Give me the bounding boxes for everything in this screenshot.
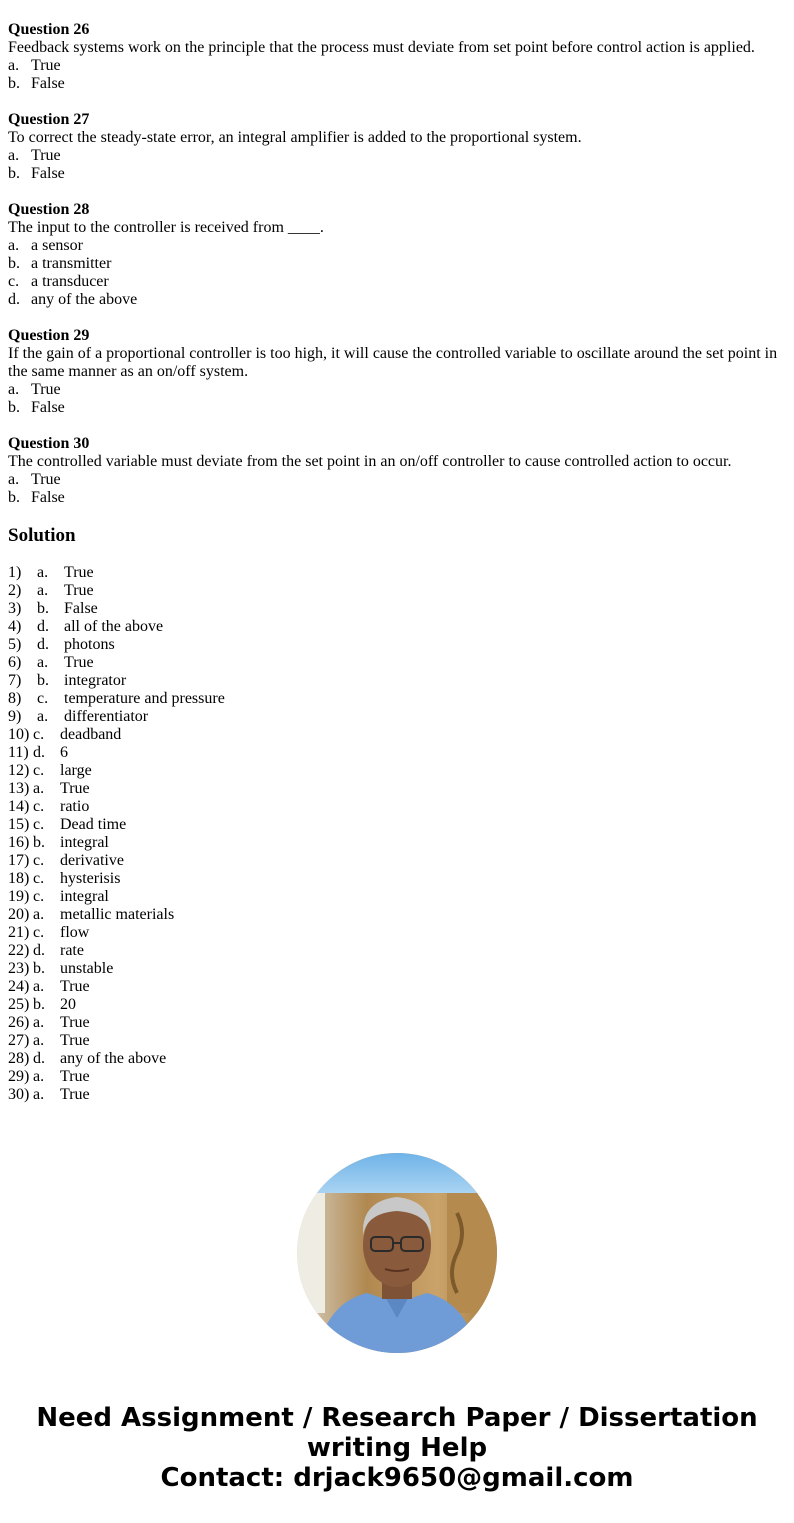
answer-option bbox=[8, 381, 788, 399]
solution-text: all of the above bbox=[64, 618, 164, 635]
solution-letter: c. bbox=[33, 726, 45, 743]
solution-row bbox=[8, 654, 788, 672]
solution-number: 10) bbox=[8, 726, 30, 743]
solution-letter: c. bbox=[37, 690, 49, 707]
solution-row bbox=[8, 1086, 788, 1104]
answer-option bbox=[8, 237, 788, 255]
solution-number: 14) bbox=[8, 798, 30, 815]
solution-letter: d. bbox=[33, 1050, 45, 1067]
option-text: False bbox=[31, 399, 65, 416]
solution-number: 30) bbox=[8, 1086, 30, 1103]
option-text: False bbox=[31, 489, 65, 506]
option-letter: b. bbox=[8, 255, 20, 272]
solution-letter: d. bbox=[33, 744, 45, 761]
footer-line-1: Need Assignment / Research Paper / Dissertation bbox=[36, 1403, 758, 1433]
solution-letter: c. bbox=[33, 852, 45, 869]
solution-text: True bbox=[60, 780, 90, 797]
answer-option bbox=[8, 489, 788, 507]
footer-banner bbox=[0, 1403, 794, 1493]
solution-row bbox=[8, 780, 788, 798]
answer-option bbox=[8, 165, 788, 183]
solution-number: 8) bbox=[8, 690, 22, 707]
solution-letter: b. bbox=[33, 960, 45, 977]
solution-text: True bbox=[64, 654, 94, 671]
footer-line-2: writing Help bbox=[306, 1433, 488, 1463]
solution-number: 6) bbox=[8, 654, 22, 671]
solution-number: 13) bbox=[8, 780, 30, 797]
solution-number: 24) bbox=[8, 978, 30, 995]
solution-text: True bbox=[64, 582, 94, 599]
solution-letter: c. bbox=[33, 798, 45, 815]
solution-letter: c. bbox=[33, 762, 45, 779]
option-text: True bbox=[31, 381, 61, 398]
solution-number: 23) bbox=[8, 960, 30, 977]
solution-letter: b. bbox=[37, 672, 49, 689]
answer-option bbox=[8, 255, 788, 273]
author-portrait-image bbox=[297, 1153, 497, 1353]
question-title: Question 28 bbox=[8, 201, 90, 218]
solution-row bbox=[8, 942, 788, 960]
question-title: Question 26 bbox=[8, 21, 90, 38]
solution-number: 29) bbox=[8, 1068, 30, 1085]
solution-number: 27) bbox=[8, 1032, 30, 1049]
answer-option bbox=[8, 57, 788, 75]
solution-text: integral bbox=[60, 888, 109, 905]
solution-number: 5) bbox=[8, 636, 22, 653]
solution-number: 15) bbox=[8, 816, 30, 833]
solution-letter: a. bbox=[33, 978, 45, 995]
solution-number: 12) bbox=[8, 762, 30, 779]
question-title: Question 27 bbox=[8, 111, 90, 128]
question-block bbox=[8, 111, 788, 183]
solution-number: 3) bbox=[8, 600, 22, 617]
option-text: a sensor bbox=[31, 237, 83, 254]
solution-letter: d. bbox=[33, 942, 45, 959]
solution-row bbox=[8, 888, 788, 906]
solution-number: 1) bbox=[8, 564, 22, 581]
solution-text: flow bbox=[60, 924, 90, 941]
questions-list bbox=[8, 21, 788, 507]
solution-row bbox=[8, 564, 788, 582]
solution-row bbox=[8, 762, 788, 780]
question-text: Feedback systems work on the principle that the process must deviate from set point before control action is applied. bbox=[8, 39, 755, 56]
solution-row bbox=[8, 618, 788, 636]
option-text: True bbox=[31, 471, 61, 488]
answer-option bbox=[8, 399, 788, 417]
question-text: If the gain of a proportional controller is too high, it will cause the controlled variable to oscillate around the set point in the same manner as an on/off system. bbox=[8, 345, 778, 380]
solution-text: True bbox=[60, 1086, 90, 1103]
option-letter: b. bbox=[8, 489, 20, 506]
solution-letter: b. bbox=[37, 600, 49, 617]
solution-number: 11) bbox=[8, 744, 29, 761]
solution-letter: a. bbox=[33, 1032, 45, 1049]
question-text: To correct the steady-state error, an integral amplifier is added to the proportional system. bbox=[8, 129, 582, 146]
question-block bbox=[8, 201, 788, 309]
answer-option bbox=[8, 273, 788, 291]
solution-text: Dead time bbox=[60, 816, 127, 833]
solution-text: ratio bbox=[60, 798, 90, 815]
option-text: True bbox=[31, 147, 61, 164]
solution-row bbox=[8, 1050, 788, 1068]
solution-text: True bbox=[60, 1014, 90, 1031]
solution-row bbox=[8, 690, 788, 708]
solution-text: 20 bbox=[60, 996, 76, 1013]
solution-letter: b. bbox=[33, 834, 45, 851]
solution-row bbox=[8, 996, 788, 1014]
answer-option bbox=[8, 75, 788, 93]
solution-letter: c. bbox=[33, 888, 45, 905]
solution-text: 6 bbox=[60, 744, 68, 761]
option-text: False bbox=[31, 165, 65, 182]
solution-letter: c. bbox=[33, 924, 45, 941]
option-letter: b. bbox=[8, 165, 20, 182]
footer-contact: Contact: drjack9650@gmail.com bbox=[160, 1463, 634, 1493]
answer-option bbox=[8, 471, 788, 489]
question-title: Question 30 bbox=[8, 435, 90, 452]
solution-row bbox=[8, 726, 788, 744]
solution-row bbox=[8, 582, 788, 600]
solution-letter: d. bbox=[37, 636, 49, 653]
solution-heading: Solution bbox=[8, 525, 76, 546]
option-letter: b. bbox=[8, 75, 20, 92]
solution-letter: a. bbox=[33, 780, 45, 797]
solution-row bbox=[8, 744, 788, 762]
solution-letter: a. bbox=[33, 906, 45, 923]
answers-list bbox=[8, 564, 788, 1104]
solution-number: 2) bbox=[8, 582, 22, 599]
solution-number: 17) bbox=[8, 852, 30, 869]
option-text: any of the above bbox=[31, 291, 138, 308]
solution-number: 7) bbox=[8, 672, 22, 689]
solution-letter: a. bbox=[33, 1014, 45, 1031]
solution-letter: c. bbox=[33, 870, 45, 887]
option-letter: d. bbox=[8, 291, 20, 308]
option-letter: b. bbox=[8, 399, 20, 416]
solution-text: deadband bbox=[60, 726, 122, 743]
answer-option bbox=[8, 291, 788, 309]
solution-text: temperature and pressure bbox=[64, 690, 225, 707]
solution-row bbox=[8, 636, 788, 654]
option-letter: c. bbox=[8, 273, 20, 290]
option-letter: a. bbox=[8, 471, 20, 488]
solution-letter: a. bbox=[37, 582, 49, 599]
solution-number: 19) bbox=[8, 888, 30, 905]
solution-row bbox=[8, 1068, 788, 1086]
solution-row bbox=[8, 708, 788, 726]
solution-letter: d. bbox=[37, 618, 49, 635]
solution-row bbox=[8, 834, 788, 852]
solution-text: any of the above bbox=[60, 1050, 167, 1067]
solution-row bbox=[8, 852, 788, 870]
option-letter: a. bbox=[8, 147, 20, 164]
option-text: a transducer bbox=[31, 273, 109, 290]
solution-row bbox=[8, 906, 788, 924]
solution-number: 22) bbox=[8, 942, 30, 959]
solution-number: 18) bbox=[8, 870, 30, 887]
solution-number: 9) bbox=[8, 708, 22, 725]
solution-number: 20) bbox=[8, 906, 30, 923]
solution-letter: b. bbox=[33, 996, 45, 1013]
question-text: The controlled variable must deviate from the set point in an on/off controller to cause controlled action to occur. bbox=[8, 453, 732, 470]
solution-text: integral bbox=[60, 834, 109, 851]
solution-text: rate bbox=[60, 942, 84, 959]
solution-row bbox=[8, 816, 788, 834]
solution-number: 25) bbox=[8, 996, 30, 1013]
solution-letter: a. bbox=[33, 1086, 45, 1103]
solution-letter: a. bbox=[33, 1068, 45, 1085]
answer-option bbox=[8, 147, 788, 165]
solution-letter: a. bbox=[37, 708, 49, 725]
solution-row bbox=[8, 870, 788, 888]
question-block bbox=[8, 435, 788, 507]
solution-number: 28) bbox=[8, 1050, 30, 1067]
solution-text: True bbox=[60, 1068, 90, 1085]
solution-number: 16) bbox=[8, 834, 30, 851]
solution-letter: a. bbox=[37, 654, 49, 671]
solution-text: photons bbox=[64, 636, 115, 653]
solution-text: True bbox=[60, 1032, 90, 1049]
solution-row bbox=[8, 672, 788, 690]
solution-text: metallic materials bbox=[60, 906, 175, 923]
solution-text: large bbox=[60, 762, 92, 779]
solution-row bbox=[8, 600, 788, 618]
solution-row bbox=[8, 924, 788, 942]
solution-text: True bbox=[60, 978, 90, 995]
option-text: a transmitter bbox=[31, 255, 112, 272]
question-text: The input to the controller is received from ____. bbox=[8, 219, 324, 236]
option-text: True bbox=[31, 57, 61, 74]
question-block bbox=[8, 21, 788, 93]
author-photo bbox=[297, 1153, 497, 1353]
solution-text: integrator bbox=[64, 672, 127, 689]
option-letter: a. bbox=[8, 237, 20, 254]
solution-row bbox=[8, 978, 788, 996]
solution-number: 21) bbox=[8, 924, 30, 941]
solution-row bbox=[8, 798, 788, 816]
option-letter: a. bbox=[8, 381, 20, 398]
solution-text: differentiator bbox=[64, 708, 149, 725]
question-title: Question 29 bbox=[8, 327, 90, 344]
solution-number: 26) bbox=[8, 1014, 30, 1031]
solution-text: False bbox=[64, 600, 98, 617]
question-block bbox=[8, 327, 788, 417]
option-text: False bbox=[31, 75, 65, 92]
solution-text: hysterisis bbox=[60, 870, 121, 887]
solution-row bbox=[8, 960, 788, 978]
solution-text: derivative bbox=[60, 852, 124, 869]
solution-letter: c. bbox=[33, 816, 45, 833]
solution-number: 4) bbox=[8, 618, 22, 635]
document-content bbox=[8, 21, 788, 1104]
option-letter: a. bbox=[8, 57, 20, 74]
solution-row bbox=[8, 1014, 788, 1032]
solution-letter: a. bbox=[37, 564, 49, 581]
solution-row bbox=[8, 1032, 788, 1050]
solution-text: True bbox=[64, 564, 94, 581]
solution-text: unstable bbox=[60, 960, 114, 977]
